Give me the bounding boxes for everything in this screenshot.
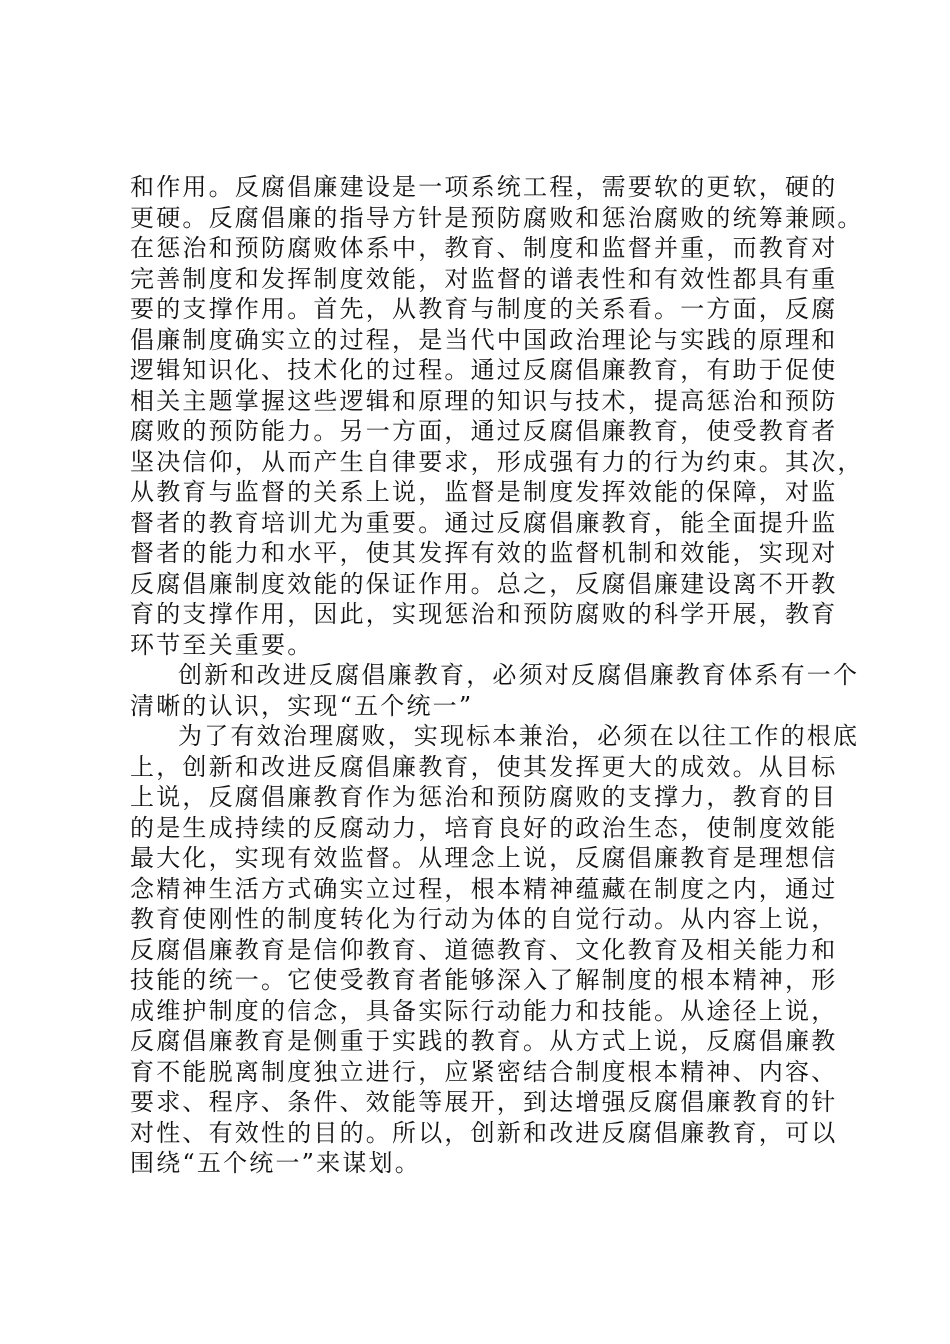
text-line: 倡廉制度确实立的过程，是当代中国政治理论与实践的原理和 [130,325,838,354]
paragraph-3 [130,721,860,1179]
text-line: 坚决信仰，从而产生自律要求，形成强有力的行为约束。其次， [130,447,864,476]
text-line: 上，创新和改进反腐倡廉教育，使其发挥更大的成效。从目标 [130,752,838,781]
text-line: 对性、有效性的目的。所以，创新和改进反腐倡廉教育，可以 [130,1118,838,1147]
text-line: 技能的统一。它使受教育者能够深入了解制度的根本精神，形 [130,966,838,994]
text-line: 创新和改进反腐倡廉教育，必须对反腐倡廉教育体系有一个 [178,661,860,689]
text-line: 督者的能力和水平，使其发挥有效的监督机制和效能，实现对 [130,539,838,567]
text-line: 完善制度和发挥制度效能，对监督的谱表性和有效性都具有重 [130,264,838,293]
text-line: 更硬。反腐倡廉的指导方针是预防腐败和惩治腐败的统筹兼顾。 [130,203,864,232]
text-line: 和作用。反腐倡廉建设是一项系统工程，需要软的更软，硬的 [130,173,838,201]
paragraph-2 [130,660,860,721]
text-line: 从教育与监督的关系上说，监督是制度发挥效能的保障，对监 [130,478,838,506]
text-line: 逻辑知识化、技术化的过程。通过反腐倡廉教育，有助于促使 [130,356,838,384]
text-line: 在惩治和预防腐败体系中，教育、制度和监督并重，而教育对 [130,234,838,262]
text-line: 反腐倡廉教育是侧重于实践的教育。从方式上说，反腐倡廉教 [130,1027,838,1055]
text-line: 育不能脱离制度独立进行，应紧密结合制度根本精神、内容、 [130,1057,838,1086]
text-line: 教育使刚性的制度转化为行动为体的自觉行动。从内容上说， [130,905,838,933]
text-line: 反腐倡廉教育是信仰教育、道德教育、文化教育及相关能力和 [130,935,838,964]
text-line: 念精神生活方式确实立过程，根本精神蕴藏在制度之内，通过 [130,874,838,903]
text-line: 上说，反腐倡廉教育作为惩治和预防腐败的支撑力，教育的目 [130,783,838,811]
document-body [130,172,864,1179]
text-line: 的是生成持续的反腐动力，培育良好的政治生态，使制度效能 [130,813,838,842]
text-line: 督者的教育培训尤为重要。通过反腐倡廉教育，能全面提升监 [130,508,838,537]
text-line: 最大化，实现有效监督。从理念上说，反腐倡廉教育是理想信 [130,844,838,872]
paragraph-1 [130,172,864,660]
text-line: 环节至关重要。 [130,630,314,659]
text-line: 反腐倡廉制度效能的保证作用。总之，反腐倡廉建设离不开教 [130,569,838,598]
text-line: 要求、程序、条件、效能等展开，到达增强反腐倡廉教育的针 [130,1088,838,1116]
text-line: 相关主题掌握这些逻辑和原理的知识与技术，提高惩治和预防 [130,386,838,415]
text-line: 育的支撑作用，因此，实现惩治和预防腐败的科学开展，教育 [130,600,838,628]
text-line: 成维护制度的信念，具备实际行动能力和技能。从途径上说， [130,996,838,1025]
text-line: 为了有效治理腐败，实现标本兼治，必须在以往工作的根底 [178,722,860,750]
text-line: 腐败的预防能力。另一方面，通过反腐倡廉教育，使受教育者 [130,417,838,445]
text-line: 要的支撑作用。首先，从教育与制度的关系看。一方面，反腐 [130,295,838,323]
text-line: 围绕“五个统一”来谋划。 [130,1149,421,1177]
text-line: 清晰的认识，实现“五个统一” [130,691,474,720]
